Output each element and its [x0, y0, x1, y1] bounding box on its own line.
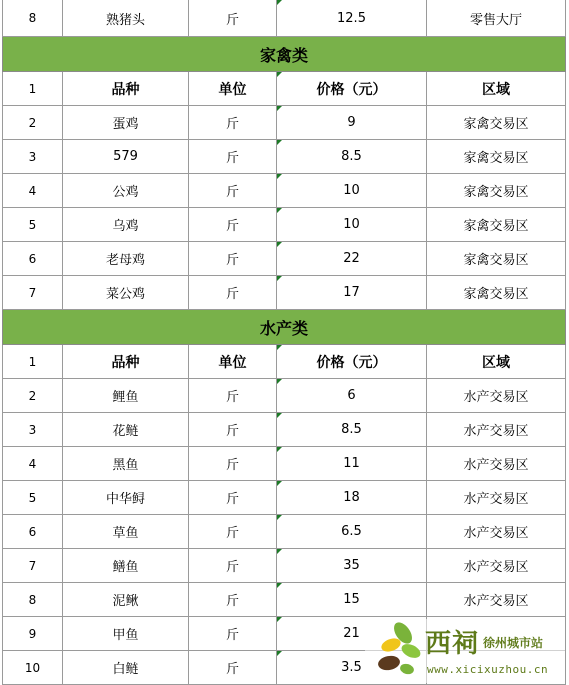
- cell-name[interactable]: 黑鱼: [63, 447, 189, 481]
- price-table: [2, 0, 566, 685]
- header-name[interactable]: 品种: [63, 72, 189, 106]
- table-row: [3, 481, 566, 515]
- header-price[interactable]: [277, 72, 427, 106]
- cell-area[interactable]: 家禽交易区: [427, 140, 566, 174]
- cell-price[interactable]: [277, 481, 427, 515]
- cell-price-text: 6.5: [341, 524, 362, 539]
- watermark-url: www.xicixuzhou.cn: [427, 663, 549, 676]
- cell-unit[interactable]: 斤: [189, 549, 277, 583]
- table-row: [3, 242, 566, 276]
- cell-marker: [277, 72, 282, 77]
- cell-no[interactable]: 6: [3, 515, 63, 549]
- cell-name[interactable]: 乌鸡: [63, 208, 189, 242]
- cell-marker: [277, 174, 282, 179]
- cell-no[interactable]: 8: [3, 583, 63, 617]
- header-unit[interactable]: 单位: [189, 345, 277, 379]
- cell-no[interactable]: 7: [3, 276, 63, 310]
- table-row: [3, 0, 566, 37]
- cell-marker: [277, 106, 282, 111]
- cell-unit[interactable]: 斤: [189, 651, 277, 685]
- cell-price-text: 6: [347, 388, 356, 403]
- cell-price[interactable]: [277, 208, 427, 242]
- cell-price[interactable]: [277, 106, 427, 140]
- cell-no[interactable]: 10: [3, 651, 63, 685]
- cell-no[interactable]: 2: [3, 379, 63, 413]
- cell-area[interactable]: 水产交易区: [427, 515, 566, 549]
- cell-name[interactable]: 甲鱼: [63, 617, 189, 651]
- cell-price[interactable]: [277, 515, 427, 549]
- cell-marker: [277, 242, 282, 247]
- cell-price-text: 22: [343, 251, 360, 266]
- cell-marker: [277, 583, 282, 588]
- header-price-text: 价格（元）: [316, 354, 387, 371]
- watermark: [365, 619, 565, 683]
- cell-no[interactable]: 4: [3, 174, 63, 208]
- cell-price-text: 15: [343, 592, 360, 607]
- cell-no[interactable]: 3: [3, 413, 63, 447]
- cell-no[interactable]: 5: [3, 481, 63, 515]
- cell-price[interactable]: [277, 413, 427, 447]
- header-row: [3, 345, 566, 379]
- section-title[interactable]: 水产类: [3, 310, 566, 345]
- cell-price[interactable]: [277, 174, 427, 208]
- header-price-text: 价格（元）: [316, 81, 387, 98]
- cell-unit[interactable]: 斤: [189, 379, 277, 413]
- cell-unit[interactable]: 斤: [189, 208, 277, 242]
- cell-unit[interactable]: 斤: [189, 515, 277, 549]
- cell-price-text: 10: [343, 183, 360, 198]
- cell-unit[interactable]: 斤: [189, 276, 277, 310]
- cell-unit[interactable]: 斤: [189, 583, 277, 617]
- price-sheet: [2, 0, 565, 685]
- table-row: [3, 140, 566, 174]
- cell-name[interactable]: 鳝鱼: [63, 549, 189, 583]
- cell-no[interactable]: 6: [3, 242, 63, 276]
- cell-marker: [277, 549, 282, 554]
- leaf-logo-icon: [367, 619, 427, 683]
- cell-price-text: 11: [343, 456, 360, 471]
- cell-area[interactable]: 水产交易区: [427, 379, 566, 413]
- cell-no[interactable]: 5: [3, 208, 63, 242]
- cell-unit[interactable]: 斤: [189, 140, 277, 174]
- cell-no[interactable]: 3: [3, 140, 63, 174]
- cell-name[interactable]: 579: [63, 140, 189, 174]
- table-row: [3, 413, 566, 447]
- table-row: [3, 208, 566, 242]
- cell-no[interactable]: 7: [3, 549, 63, 583]
- cell-marker: [277, 0, 282, 5]
- header-row: [3, 72, 566, 106]
- cell-price-text: 3.5: [341, 660, 362, 675]
- cell-unit[interactable]: 斤: [189, 481, 277, 515]
- table-row: [3, 549, 566, 583]
- watermark-brand: 西祠: [425, 629, 480, 659]
- header-no[interactable]: 1: [3, 72, 63, 106]
- cell-price-text: 21: [343, 626, 360, 641]
- cell-marker: [277, 140, 282, 145]
- cell-area[interactable]: 家禽交易区: [427, 208, 566, 242]
- cell-area[interactable]: 家禽交易区: [427, 174, 566, 208]
- table-row: [3, 106, 566, 140]
- cell-name[interactable]: 泥鳅: [63, 583, 189, 617]
- cell-price[interactable]: [277, 583, 427, 617]
- table-row: [3, 447, 566, 481]
- cell-area[interactable]: 水产交易区: [427, 583, 566, 617]
- header-price[interactable]: [277, 345, 427, 379]
- cell-name[interactable]: 鲤鱼: [63, 379, 189, 413]
- cell-name[interactable]: 花鲢: [63, 413, 189, 447]
- cell-price[interactable]: [277, 549, 427, 583]
- cell-price[interactable]: [277, 0, 427, 37]
- table-row: [3, 515, 566, 549]
- cell-area[interactable]: 水产交易区: [427, 481, 566, 515]
- cell-marker: [277, 515, 282, 520]
- section-title-row: [3, 310, 566, 345]
- cell-price-text: 8.5: [341, 422, 362, 437]
- cell-no[interactable]: 8: [3, 0, 63, 37]
- cell-marker: [277, 379, 282, 384]
- cell-unit[interactable]: 斤: [189, 617, 277, 651]
- cell-price-text: 17: [343, 285, 360, 300]
- cell-name[interactable]: 熟猪头: [63, 0, 189, 37]
- cell-unit[interactable]: 斤: [189, 242, 277, 276]
- header-unit[interactable]: 单位: [189, 72, 277, 106]
- cell-name[interactable]: 菜公鸡: [63, 276, 189, 310]
- cell-name[interactable]: 公鸡: [63, 174, 189, 208]
- cell-marker: [277, 447, 282, 452]
- header-area[interactable]: 区域: [427, 72, 566, 106]
- cell-name[interactable]: 草鱼: [63, 515, 189, 549]
- cell-area[interactable]: 家禽交易区: [427, 242, 566, 276]
- watermark-city: 徐州城市站: [483, 636, 544, 650]
- cell-area[interactable]: 家禽交易区: [427, 106, 566, 140]
- cell-marker: [277, 481, 282, 486]
- cell-marker: [277, 617, 282, 622]
- cell-area[interactable]: 水产交易区: [427, 413, 566, 447]
- cell-name[interactable]: 白鲢: [63, 651, 189, 685]
- cell-marker: [277, 413, 282, 418]
- section-title-row: [3, 37, 566, 72]
- cell-marker: [277, 345, 282, 350]
- section-title[interactable]: 家禽类: [3, 37, 566, 72]
- cell-area[interactable]: 家禽交易区: [427, 276, 566, 310]
- cell-marker: [277, 651, 282, 656]
- cell-price-text: 8.5: [341, 149, 362, 164]
- cell-unit[interactable]: 斤: [189, 174, 277, 208]
- cell-price-text: 9: [347, 115, 356, 130]
- cell-no[interactable]: 2: [3, 106, 63, 140]
- cell-price[interactable]: [277, 242, 427, 276]
- cell-unit[interactable]: 斤: [189, 0, 277, 37]
- cell-area[interactable]: 零售大厅: [427, 0, 566, 37]
- cell-price[interactable]: [277, 276, 427, 310]
- cell-unit[interactable]: 斤: [189, 106, 277, 140]
- cell-name[interactable]: 老母鸡: [63, 242, 189, 276]
- cell-price[interactable]: [277, 140, 427, 174]
- table-row: [3, 174, 566, 208]
- cell-area[interactable]: 水产交易区: [427, 549, 566, 583]
- header-no[interactable]: 1: [3, 345, 63, 379]
- cell-name[interactable]: 蛋鸡: [63, 106, 189, 140]
- cell-price[interactable]: [277, 447, 427, 481]
- cell-price-text: 12.5: [337, 10, 366, 26]
- cell-marker: [277, 276, 282, 281]
- cell-marker: [277, 208, 282, 213]
- table-row: [3, 379, 566, 413]
- cell-price-text: 10: [343, 217, 360, 232]
- cell-unit[interactable]: 斤: [189, 413, 277, 447]
- cell-area[interactable]: 水产交易区: [427, 447, 566, 481]
- cell-no[interactable]: 9: [3, 617, 63, 651]
- cell-unit[interactable]: 斤: [189, 447, 277, 481]
- cell-name[interactable]: 中华鲟: [63, 481, 189, 515]
- table-row: [3, 583, 566, 617]
- table-row: [3, 276, 566, 310]
- cell-price[interactable]: [277, 379, 427, 413]
- header-name[interactable]: 品种: [63, 345, 189, 379]
- cell-price-text: 35: [343, 558, 360, 573]
- cell-no[interactable]: 4: [3, 447, 63, 481]
- cell-price-text: 18: [343, 490, 360, 505]
- header-area[interactable]: 区域: [427, 345, 566, 379]
